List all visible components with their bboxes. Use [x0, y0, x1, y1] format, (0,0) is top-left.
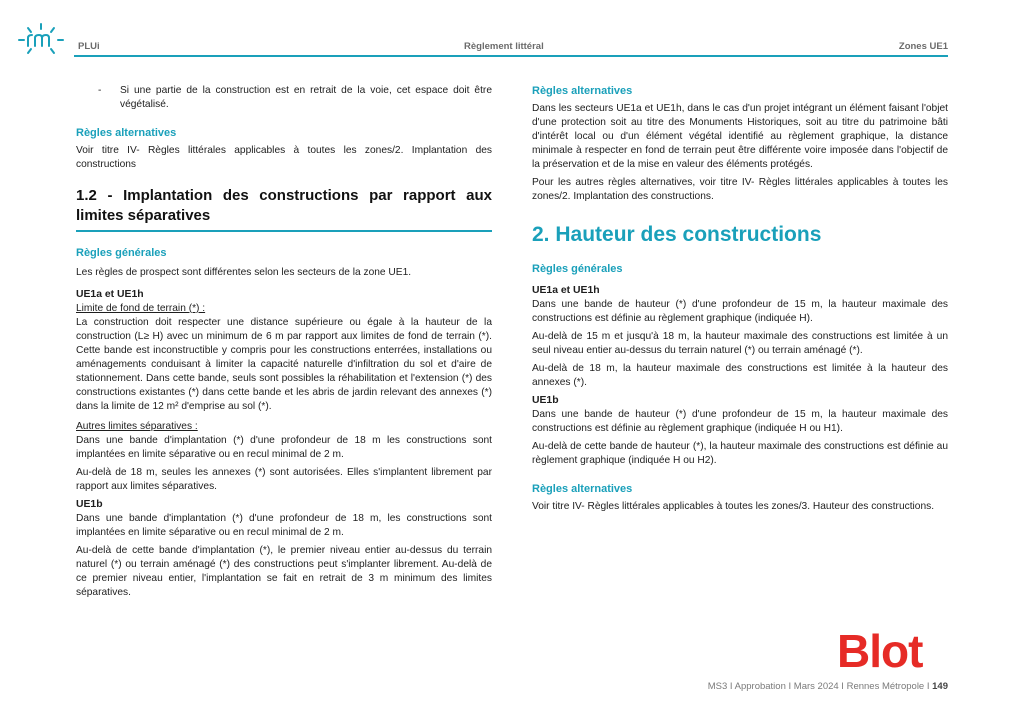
autres-limites-label: Autres limites séparatives :	[76, 421, 198, 432]
ue1b-text-1: Dans une bande de hauteur (*) d'une profondeur de 15 m, la hauteur maximale des constructions est définie au règlement graphique (indiquée H ou H1).	[532, 409, 948, 434]
alternative-rules-text-1: Dans les secteurs UE1a et UE1h, dans le cas d'un projet intégrant un élément faisant l'objet d'une protection soit au titre des Monuments Historiques, soit au titre du patrimoine bâti d'intérêt local ou d'un élément végétal identifié au règlement graphique, la distance minimale à respecter en fond de terrain peut être différente voire imposée dans l'objectif de la préservation et de la mise en valeur des éléments protégés.	[532, 103, 948, 170]
ue1b-text-2: Au-delà de cette bande d'implantation (*), le premier niveau entier au-dessus du terrain naturel (*) ou terrain aménagé (*) des constructions peut s'implanter librement. Au-delà de ce premier niveau entier, l'implantation se fait en retrait de 3 m minimum des limites séparatives.	[76, 545, 492, 598]
section-heading-hauteur: 2. Hauteur des constructions	[532, 223, 822, 246]
header-document-name: PLUi	[78, 41, 100, 52]
au-dela-text: Au-delà de 18 m, seules les annexes (*) sont autorisées. Elles s'implantent librement par rapport aux limites séparatives.	[76, 467, 492, 492]
ue1a-ue1h-heading: UE1a et UE1h	[532, 285, 600, 296]
right-column	[532, 84, 948, 514]
left-column	[76, 84, 492, 600]
footer	[708, 681, 948, 692]
ue1b-heading: UE1b	[532, 395, 559, 406]
ue1a-text-3: Au-delà de 18 m, la hauteur maximale des constructions est limitée à la hauteur des annexes (*).	[532, 363, 948, 388]
alternative-rules-text-2: Pour les autres règles alternatives, voir titre IV- Règles littérales applicables à toutes les zones/2. Implantation des constructions.	[532, 177, 948, 202]
header-divider	[74, 55, 948, 57]
intro-text: Les règles de prospect sont différentes selon les secteurs de la zone UE1.	[76, 267, 412, 278]
alternative-rules-heading-2: Règles alternatives	[532, 483, 633, 495]
page-number: 149	[932, 681, 948, 692]
section-heading-limites-separatives: 1.2 - Implantation des constructions par rapport aux limites séparatives	[76, 187, 492, 224]
bullet-item	[76, 84, 492, 112]
alternative-rules-text: Voir titre IV- Règles littérales applicables à toutes les zones/2. Implantation des constructions	[76, 145, 492, 170]
ue1b-heading: UE1b	[76, 499, 103, 510]
blot-watermark: Blot	[837, 625, 923, 677]
general-rules-heading: Règles générales	[532, 263, 623, 275]
fond-terrain-label: Limite de fond de terrain (*) :	[76, 303, 206, 314]
fond-terrain-text: La construction doit respecter une distance supérieure ou égale à la hauteur de la construction (L≥ H) avec un minimum de 6 m par rapport aux limites de fond de terrain (*). Cette bande est inconstructible y compris pour les constructions enterrées, installations ou aménagements conduisant à limiter la capacité naturelle d'infiltration du sol et d'aire de stationnement. Dans cette bande, seuls sont possibles la réhabilitation et l'extension (*) des constructions existantes (*) dans cette bande et les abris de jardin relevant des annexes (*) dans la limite de 12 m² d'emprise au sol (*).	[76, 317, 492, 412]
header-document-title: Règlement littéral	[464, 41, 544, 52]
alternative-rules-heading: Règles alternatives	[532, 85, 633, 97]
ue1a-text-2: Au-delà de 15 m et jusqu'à 18 m, la hauteur maximale des constructions est limitée à un seul niveau entier au-dessus du terrain naturel (*) ou terrain aménagé (*).	[532, 331, 948, 356]
rennes-metropole-logo	[16, 22, 66, 58]
ue1b-text-2: Au-delà de cette bande de hauteur (*), la hauteur maximale des constructions est définie au règlement graphique (indiquée H ou H2).	[532, 441, 948, 466]
general-rules-heading: Règles générales	[76, 247, 167, 259]
alternative-rules-heading: Règles alternatives	[76, 127, 177, 139]
ue1a-text-1: Dans une bande de hauteur (*) d'une profondeur de 15 m, la hauteur maximale des constructions est définie au règlement graphique (indiquée H).	[532, 299, 948, 324]
bullet-text: Si une partie de la construction est en retrait de la voie, cet espace doit être végétalisé.	[120, 85, 492, 110]
header-zone-name: Zones UE1	[898, 41, 948, 52]
ue1b-text-1: Dans une bande d'implantation (*) d'une profondeur de 18 m, les constructions sont implantées en limite séparative ou en recul minimal de 2 m.	[76, 513, 492, 538]
autres-limites-text: Dans une bande d'implantation (*) d'une profondeur de 18 m les constructions sont implantées en limite séparative ou en recul minimal de 2 m.	[76, 435, 492, 460]
ue1a-ue1h-heading: UE1a et UE1h	[76, 289, 144, 300]
bullet-dash: -	[98, 85, 102, 96]
alternative-rules-text-3: Voir titre IV- Règles littérales applicables à toutes les zones/3. Hauteur des constructions.	[532, 501, 935, 512]
footer-text: MS3 I Approbation I Mars 2024 I Rennes Métropole I	[707, 681, 930, 692]
